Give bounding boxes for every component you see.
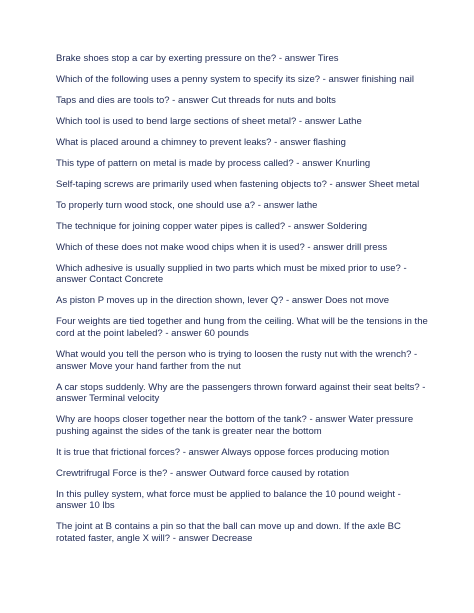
qa-item: Crewtrifrugal Force is the? - answer Outward force caused by rotation <box>56 467 350 479</box>
qa-item: Self-taping screws are primarily used when fastening objects to? - answer Sheet metal <box>56 178 420 190</box>
qa-item: What is placed around a chimney to prevent leaks? - answer flashing <box>56 136 346 148</box>
qa-list <box>56 53 428 554</box>
qa-item: A car stops suddenly. Why are the passengers thrown forward against their seat belts? - answer Terminal velocity <box>56 381 426 405</box>
qa-item: To properly turn wood stock, one should use a? - answer lathe <box>56 199 318 211</box>
qa-item: The joint at B contains a pin so that the ball can move up and down. If the axle BC rotated faster, angle X will? - answer Decrease <box>56 521 401 544</box>
qa-item: Which tool is used to bend large sections of sheet metal? - answer Lathe <box>56 115 362 127</box>
qa-item: This type of pattern on metal is made by process called? - answer Knurling <box>56 157 371 169</box>
qa-item: It is true that frictional forces? - answer Always oppose forces producing motion <box>56 446 390 458</box>
qa-item: Taps and dies are tools to? - answer Cut threads for nuts and bolts <box>56 94 336 106</box>
qa-item: As piston P moves up in the direction shown, lever Q? - answer Does not move <box>56 295 390 307</box>
qa-item: Four weights are tied together and hung from the ceiling. What will be the tensions in the cord at the point labeled? - answer 60 pounds <box>56 316 428 339</box>
qa-item: The technique for joining copper water pipes is called? - answer Soldering <box>56 220 368 232</box>
qa-item: Why are hoops closer together near the bottom of the tank? - answer Water pressure pushing against the sides of the tank is greater near the bottom <box>56 414 414 437</box>
qa-item: In this pulley system, what force must be applied to balance the 10 pound weight - answer 10 lbs <box>56 488 401 512</box>
qa-item: Which adhesive is usually supplied in two parts which must be mixed prior to use? - answer Contact Concrete <box>56 262 407 286</box>
qa-item: Brake shoes stop a car by exerting pressure on the? - answer Tires <box>56 53 339 64</box>
qa-item: Which of these does not make wood chips when it is used? - answer drill press <box>56 241 388 253</box>
qa-item: Which of the following uses a penny system to specify its size? - answer finishing nail <box>56 73 414 85</box>
qa-item: What would you tell the person who is trying to loosen the rusty nut with the wrench? - answer Move your hand farther from the nut <box>56 348 418 372</box>
